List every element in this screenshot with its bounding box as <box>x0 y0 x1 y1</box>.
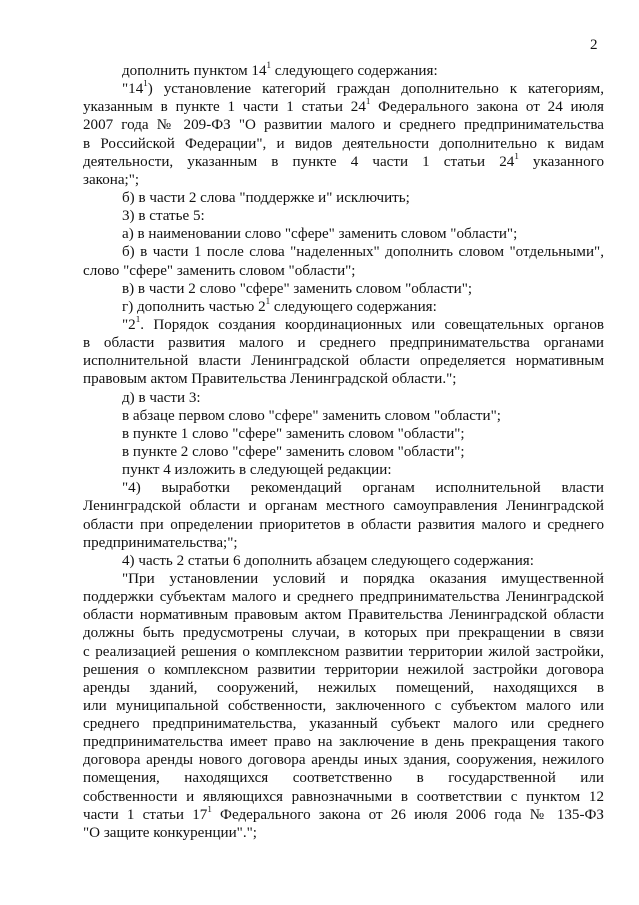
text-line-content: в пункте 1 слово "сфере" заменить словом "области"; <box>122 425 465 442</box>
text-line-content: "При установлении условий и порядка оказания имущественной <box>122 570 604 587</box>
text-line-content: в пункте 2 слово "сфере" заменить словом "области"; <box>122 443 465 460</box>
text-line-continuation: . Порядок создания координационных или совещательных органов <box>140 316 604 333</box>
text-line-content: б) в части 2 слова "поддержке и" исключить; <box>122 189 410 206</box>
document-body <box>83 59 604 842</box>
text-line-content: в Российской Федерации", и видов деятельности дополнительно к видам <box>83 135 604 152</box>
text-line-continuation: Федерального закона от 26 июля 2006 года № 135-ФЗ <box>211 806 604 823</box>
text-line-continuation: следующего содержания: <box>271 63 438 79</box>
text-line-content: поддержки субъектам малого и среднего предпринимательства Ленинградской <box>83 589 604 606</box>
superscript: 1 <box>135 315 141 324</box>
text-line-content: собственности и являющихся равнозначными в соответствии с пунктом 12 <box>83 788 604 805</box>
text-line-content: должны быть предусмотрены случаи, в которых при прекращении в связи <box>83 625 604 642</box>
text-line-content: области нормативным правовым актом Правительства Ленинградской области <box>83 607 604 624</box>
text-line-content: б) в части 1 после слова "наделенных" дополнить словом "отдельными", <box>122 244 604 261</box>
text-line <box>83 80 604 98</box>
text-line-content: с реализацией решения о комплексном развитии территории жилой застройки, <box>83 643 604 660</box>
text-line <box>83 280 604 298</box>
text-line <box>83 243 604 261</box>
text-line <box>83 116 604 134</box>
text-line <box>83 606 604 624</box>
text-line-continuation: следующего содержания: <box>270 298 437 315</box>
text-line-content: области при определении приоритетов в области развития малого и среднего <box>83 516 604 533</box>
text-line <box>83 588 604 606</box>
text-line-content: помещения, находящихся соответственно в государственной или <box>83 770 604 787</box>
text-line-content: слово "сфере" заменить словом "области"; <box>83 262 356 279</box>
text-line-content: указанным в пункте 1 части 1 статьи 24 <box>83 99 366 116</box>
text-line <box>83 352 604 370</box>
text-line <box>83 516 604 534</box>
text-line-content: 2007 года № 209-ФЗ "О развитии малого и среднего предпринимательства <box>83 117 604 134</box>
text-line <box>83 661 604 679</box>
text-line-content: "О защите конкуренции"."; <box>83 824 257 841</box>
text-line-content: а) в наименовании слово "сфере" заменить словом "области"; <box>122 226 518 243</box>
text-line <box>83 733 604 751</box>
text-line-content: "2 <box>122 316 136 333</box>
superscript: 1 <box>207 805 212 814</box>
text-line-content: аренды зданий, сооружений, нежилых помещений, находящихся в <box>83 679 604 696</box>
text-line-continuation: указанного <box>532 153 604 170</box>
text-line-content: договора аренды нового договора аренды иных здания, сооружения, нежилого <box>83 752 604 769</box>
text-line <box>83 334 604 352</box>
text-line-content: в) в части 2 слово "сфере" заменить словом "области"; <box>122 280 473 297</box>
text-line-content: д) в части 3: <box>122 389 201 406</box>
page-number: 2 <box>590 37 598 53</box>
text-line <box>83 643 604 661</box>
superscript: 1 <box>365 98 371 107</box>
text-line-content: дополнить пунктом 14 <box>122 63 267 79</box>
text-line <box>83 679 604 697</box>
text-line-content: части 1 статьи 17 <box>83 806 208 823</box>
text-line <box>83 806 604 824</box>
text-line <box>83 425 604 443</box>
text-line <box>83 697 604 715</box>
text-line <box>83 189 604 207</box>
superscript: 1 <box>266 59 272 70</box>
text-line <box>83 715 604 733</box>
text-line <box>83 295 604 316</box>
text-line <box>83 788 604 806</box>
text-line <box>83 171 604 189</box>
superscript: 1 <box>143 80 148 89</box>
text-line <box>83 407 604 425</box>
text-line-content: или муниципальной собственности, заключенного с субъектом малого или <box>83 697 604 714</box>
text-line-content: г) дополнить частью 2 <box>122 298 266 315</box>
text-line <box>83 59 604 80</box>
text-line-continuation: Федерального закона от 24 июля <box>370 99 604 116</box>
text-line <box>83 461 604 479</box>
text-line-content: предпринимательства;"; <box>83 534 238 551</box>
text-line <box>83 751 604 769</box>
text-line-content: 4) часть 2 статьи 6 дополнить абзацем следующего содержания: <box>122 552 534 569</box>
text-line <box>83 497 604 515</box>
text-line-content: Ленинградской области и органам местного самоуправления Ленинградской <box>83 498 604 515</box>
text-line <box>83 443 604 461</box>
text-line <box>83 552 604 570</box>
text-line-content: в абзаце первом слово "сфере" заменить словом "области"; <box>122 407 501 424</box>
text-line <box>83 316 604 334</box>
text-line <box>83 153 604 171</box>
text-line <box>83 824 604 842</box>
text-line-content: закона;"; <box>83 171 140 188</box>
text-line <box>83 262 604 280</box>
text-line-content: исполнительной власти Ленинградской области определяется нормативным <box>83 353 604 370</box>
text-line <box>83 479 604 497</box>
text-line-continuation: ) установление категорий граждан дополнительно к категориям, <box>147 81 604 98</box>
text-line-content: "4) выработки рекомендаций органам исполнительной власти <box>122 480 604 497</box>
text-line <box>83 389 604 407</box>
text-line <box>83 135 604 153</box>
text-line <box>83 225 604 243</box>
text-line-content: "14 <box>122 81 144 98</box>
text-line <box>83 534 604 552</box>
text-line-content: среднего предпринимательства, указанный субъект малого или среднего <box>83 716 604 733</box>
text-line <box>83 370 604 388</box>
text-line-content: предпринимательства имеет право на заключение в день прекращения такого <box>83 734 604 751</box>
text-line <box>83 570 604 588</box>
text-line <box>83 98 604 116</box>
text-line-content: в области развития малого и среднего предпринимательства органами <box>83 335 604 352</box>
text-line-content: пункт 4 изложить в следующей редакции: <box>122 462 392 479</box>
superscript: 1 <box>514 152 519 161</box>
text-line <box>83 769 604 787</box>
text-line-content: решения о комплексном развитии территории нежилой застройки договора <box>83 661 604 678</box>
text-line <box>83 207 604 225</box>
text-line-content: 3) в статье 5: <box>122 208 205 225</box>
superscript: 1 <box>265 295 271 306</box>
text-line-content: правовым актом Правительства Ленинградской области."; <box>83 371 457 388</box>
text-line-content: деятельности, указанным в пункте 4 части 1 статьи 24 <box>83 153 515 170</box>
text-line <box>83 624 604 642</box>
